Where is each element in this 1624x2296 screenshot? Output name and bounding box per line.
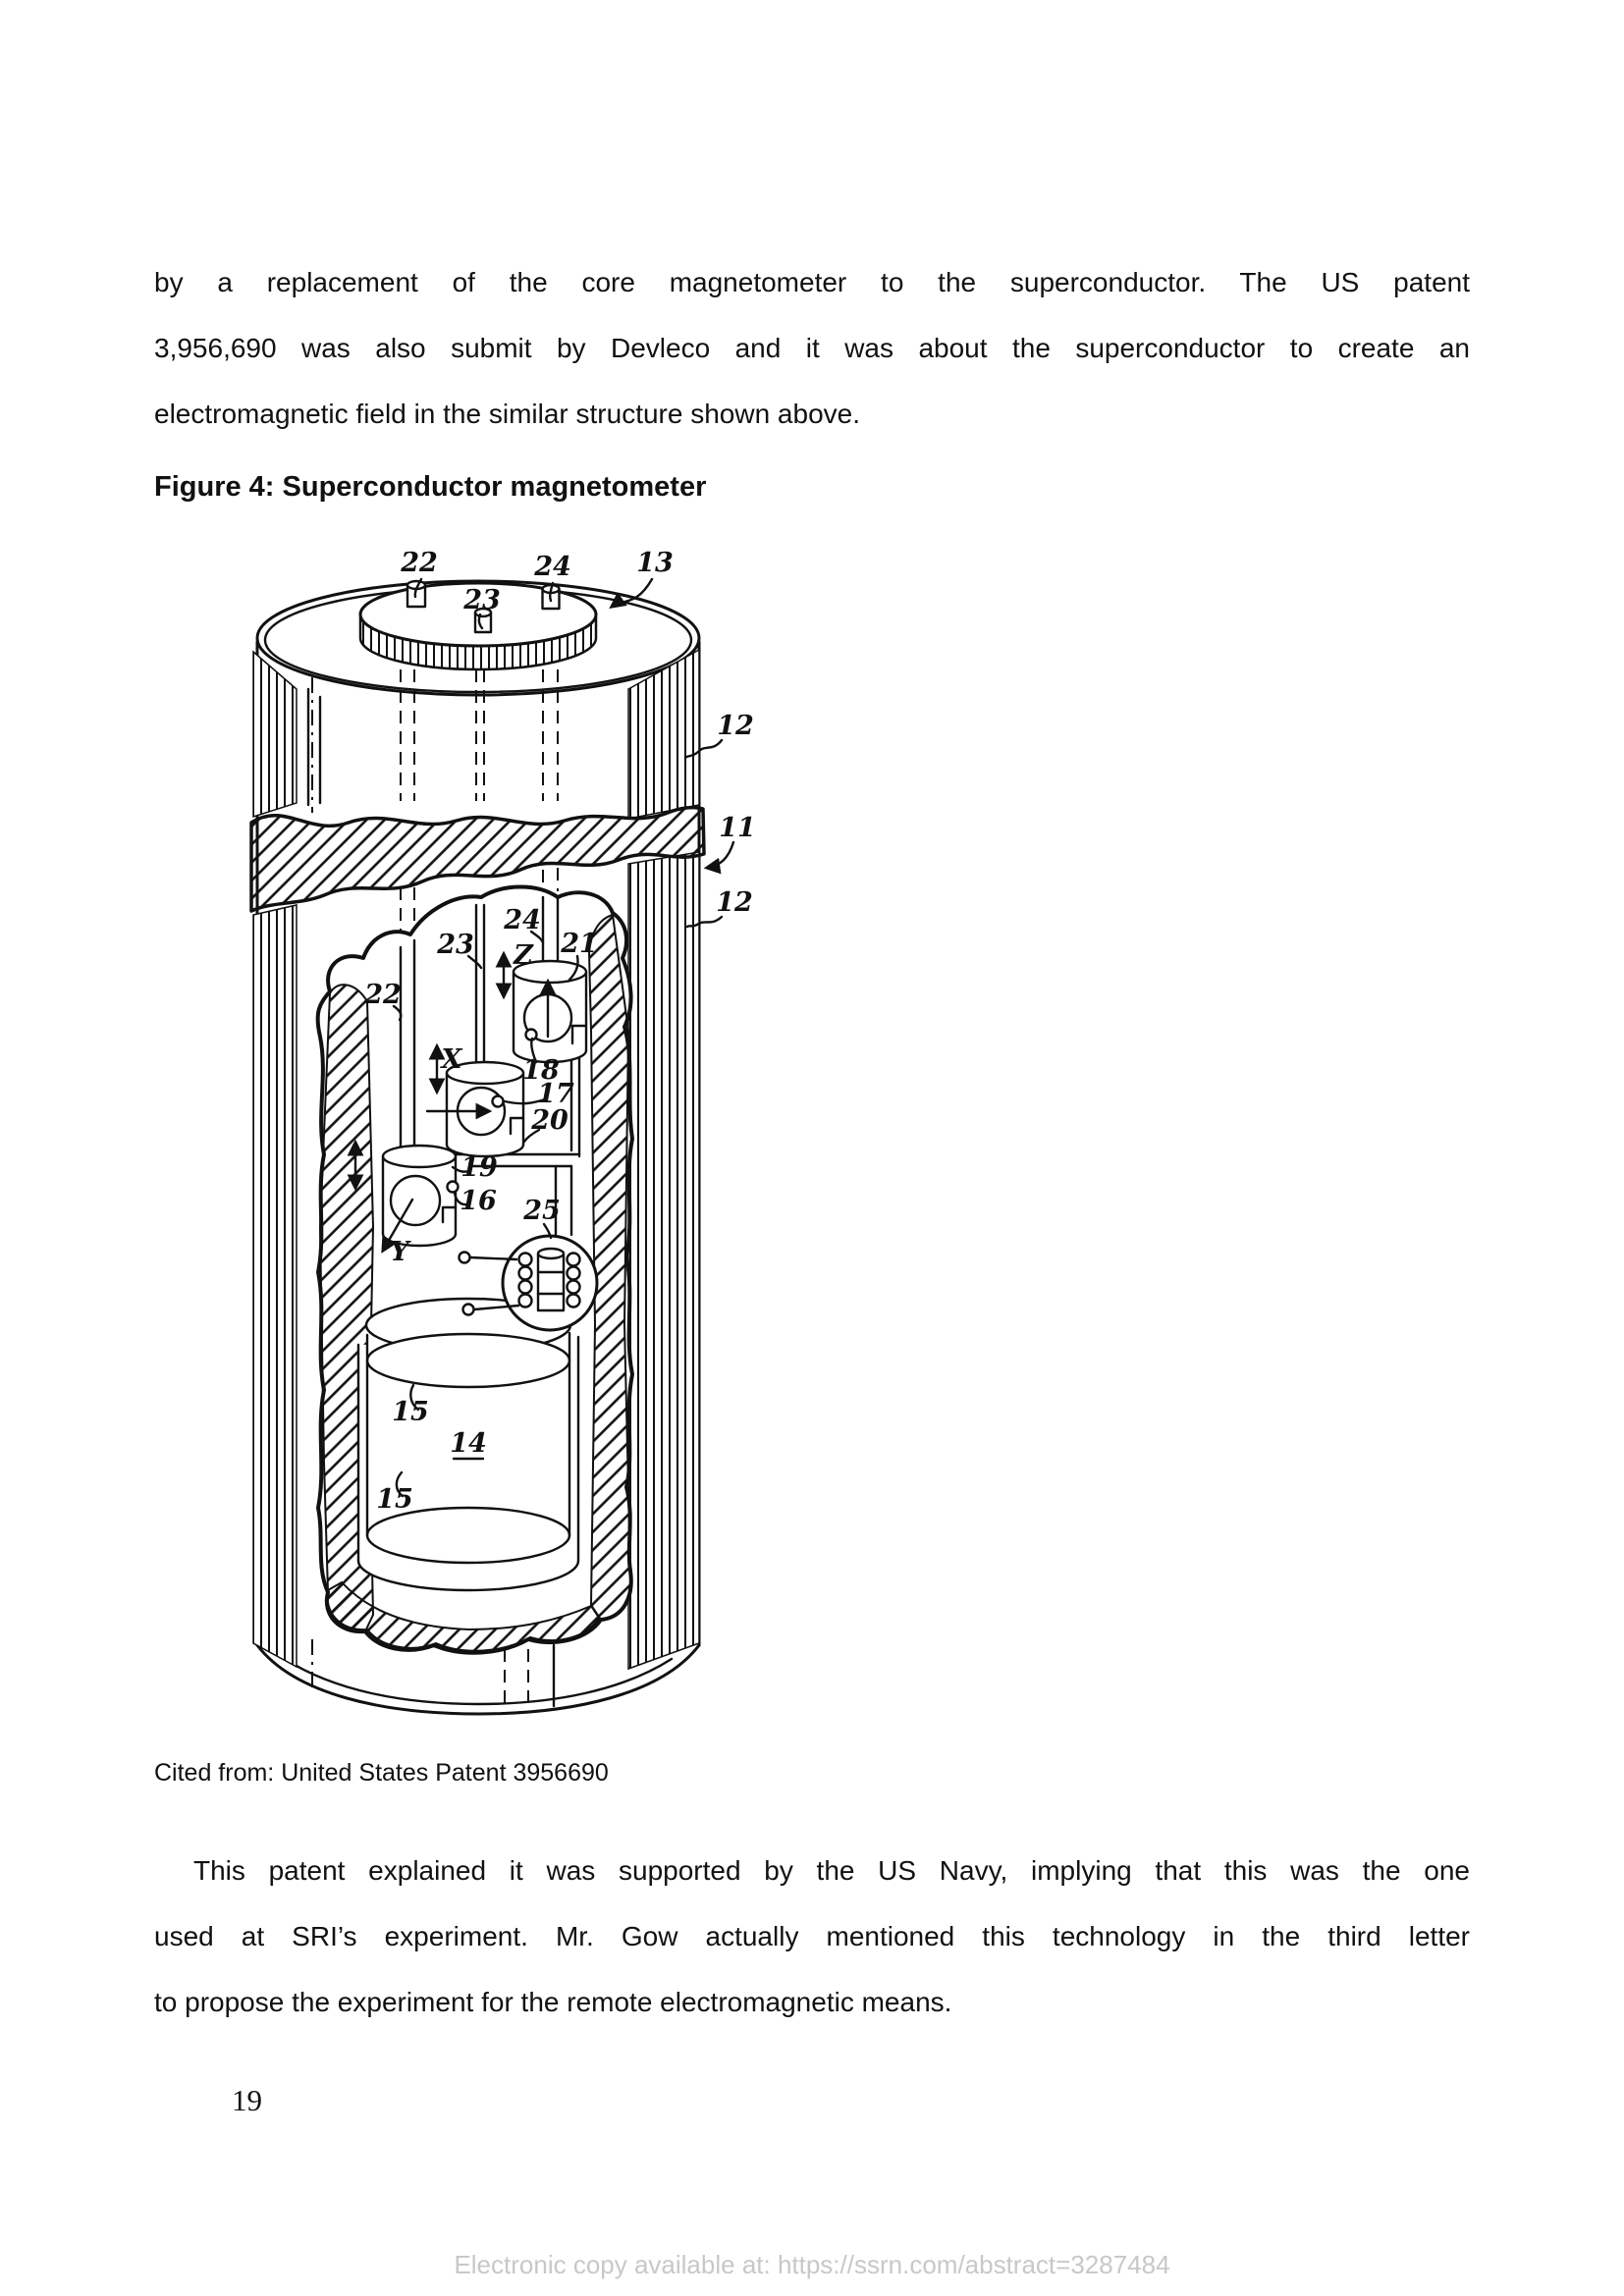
ref-label: 16 [460,1186,497,1216]
paragraph-top [154,249,1470,447]
ref-label: 13 [636,548,674,578]
paragraph-bottom [154,1838,1470,2035]
ref-label: 23 [437,930,474,960]
ref-label: Z [514,940,533,971]
paragraph-line: 3,956,690 was also submit by Devleco and it was about the superconductor to create an [154,333,1470,363]
ref-label: 12 [717,711,754,741]
ref-label: 18 [522,1055,560,1086]
figure-heading: Figure 4: Superconductor magnetometer [154,471,707,503]
ref-label: 24 [504,905,541,935]
ref-label: 11 [719,813,756,843]
figure-caption: Cited from: United States Patent 3956690 [154,1759,609,1787]
ref-label: 19 [460,1152,498,1183]
ref-label: 22 [401,548,438,578]
ref-label: X [441,1044,462,1075]
page-number: 19 [232,2083,262,2117]
paragraph-line: electromagnetic field in the similar structure shown above. [154,399,861,429]
paragraph-line: by a replacement of the core magnetometer to the superconductor. The US patent [154,267,1470,297]
ref-label: 25 [523,1196,561,1226]
ref-label: Y [390,1237,409,1267]
ref-label: 17 [537,1079,574,1109]
paragraph-line: This patent explained it was supported by the US Navy, implying that this was the one [193,1855,1470,1886]
patent-drawing-svg [226,540,776,1718]
ref-label: 15 [392,1397,429,1427]
ssrn-footer: Electronic copy available at: https://ssrn.com/abstract=3287484 [454,2250,1170,2279]
ref-label: 15 [376,1484,413,1515]
ref-label: 12 [716,887,753,918]
ref-label: 23 [463,585,501,615]
ref-label: 22 [364,980,402,1010]
ref-label: 24 [534,552,571,582]
paragraph-line: to propose the experiment for the remote electromagnetic means. [154,1987,952,2017]
paragraph-line: used at SRI’s experiment. Mr. Gow actually mentioned this technology in the third letter [154,1921,1470,1951]
patent-figure [226,540,776,1718]
ref-label: 20 [531,1105,568,1136]
ref-label: 14 [450,1428,487,1459]
ref-label: 21 [561,929,598,959]
